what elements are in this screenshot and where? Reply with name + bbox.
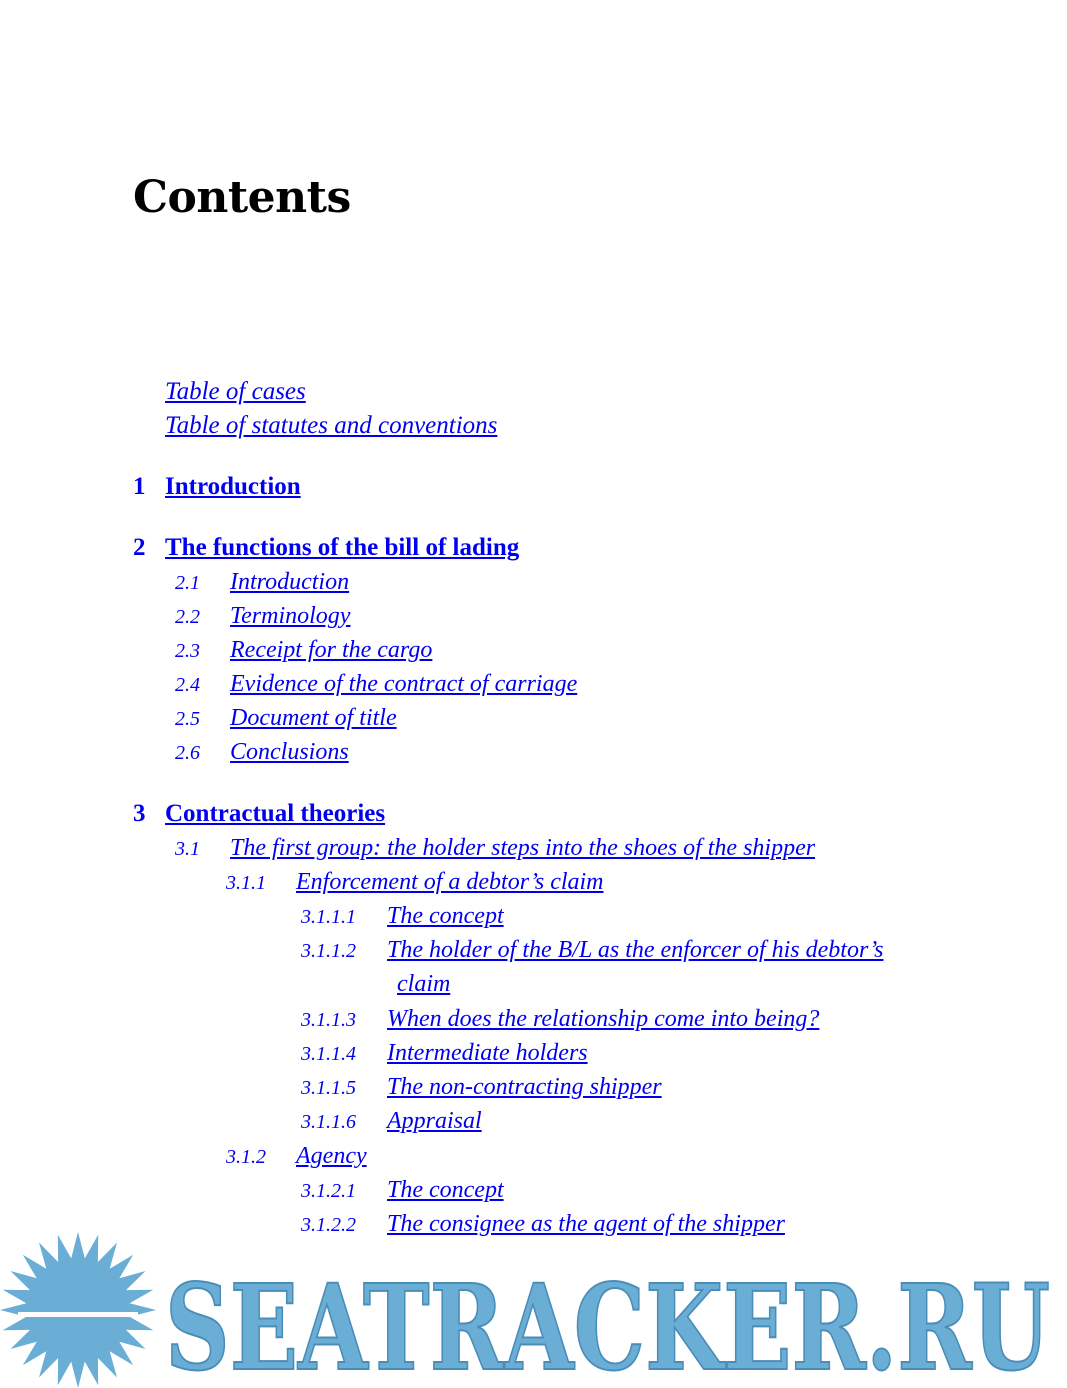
toc-link-item-3-1-1-2-continued[interactable] xyxy=(397,971,450,998)
toc-entry-label: The non-contracting shipper xyxy=(387,1074,662,1100)
toc-link-section-2-4[interactable] xyxy=(175,671,577,698)
toc-link-table-of-statutes[interactable] xyxy=(165,412,497,440)
toc-entry-number: 3.1.1.3 xyxy=(301,1009,356,1031)
toc-link-item-3-1-1-2[interactable] xyxy=(301,937,883,964)
toc-entry-label: Table of cases xyxy=(165,378,306,405)
toc-entry-number: 3.1.1.4 xyxy=(301,1043,356,1065)
toc-entry-number: 2.4 xyxy=(175,674,200,696)
toc-entry-label: Conclusions xyxy=(230,739,349,765)
toc-entry-label: Enforcement of a debtor’s claim xyxy=(296,869,604,895)
toc-entry-label: Appraisal xyxy=(387,1108,482,1134)
toc-entry-label: Table of statutes and conventions xyxy=(165,412,498,439)
toc-link-section-2-5[interactable] xyxy=(175,705,397,732)
toc-entry-number: 3.1.2.1 xyxy=(301,1180,356,1202)
toc-link-item-3-1-1-4[interactable] xyxy=(301,1040,588,1067)
toc-entry-number: 3.1.1.5 xyxy=(301,1077,356,1099)
toc-entry-number: 2 xyxy=(133,534,146,561)
toc-entry-label: Introduction xyxy=(230,569,350,595)
page-title: Contents xyxy=(133,172,351,223)
toc-entry-number: 2.1 xyxy=(175,572,200,594)
toc-entry-label: Agency xyxy=(296,1143,367,1169)
toc-entry-number: 1 xyxy=(133,473,146,500)
toc-entry-label: When does the relationship come into being? xyxy=(387,1006,820,1032)
sun-icon xyxy=(0,1232,156,1388)
toc-link-chapter-3[interactable] xyxy=(133,800,385,828)
toc-link-item-3-1-1-5[interactable] xyxy=(301,1074,662,1101)
toc-entry-number: 3.1.1 xyxy=(226,872,266,894)
toc-entry-number: 2.2 xyxy=(175,606,200,628)
toc-link-section-2-2[interactable] xyxy=(175,603,350,630)
toc-link-chapter-1[interactable] xyxy=(133,473,301,501)
toc-entry-number: 3 xyxy=(133,800,146,827)
toc-link-item-3-1-2-1[interactable] xyxy=(301,1177,504,1204)
toc-entry-number: 2.6 xyxy=(175,742,200,764)
toc-entry-label: Introduction xyxy=(165,473,301,500)
toc-entry-label: claim xyxy=(397,971,451,997)
toc-entry-number: 3.1.1.6 xyxy=(301,1111,356,1133)
toc-entry-label: The holder of the B/L as the enforcer of his debtor’s xyxy=(387,937,884,963)
toc-entry-label: The concept xyxy=(387,903,504,929)
toc-link-item-3-1-1-6[interactable] xyxy=(301,1108,482,1135)
toc-entry-number: 3.1 xyxy=(175,838,200,860)
toc-link-item-3-1-1-1[interactable] xyxy=(301,903,504,930)
toc-link-chapter-2[interactable] xyxy=(133,534,519,562)
toc-entry-number: 2.5 xyxy=(175,708,200,730)
toc-entry-label: Intermediate holders xyxy=(387,1040,588,1066)
toc-link-table-of-cases[interactable] xyxy=(165,378,306,406)
toc-link-subsection-3-1-1[interactable] xyxy=(226,869,604,896)
toc-entry-label: The concept xyxy=(387,1177,504,1203)
toc-entry-number: 3.1.1.1 xyxy=(301,906,356,928)
watermark-text: SEATRACKER.RU xyxy=(165,1258,1050,1388)
toc-entry-label: The consignee as the agent of the shipper xyxy=(387,1211,785,1237)
toc-entry-label: Receipt for the cargo xyxy=(230,637,433,663)
toc-link-subsection-3-1-2[interactable] xyxy=(226,1143,367,1170)
toc-entry-label: The functions of the bill of lading xyxy=(165,534,520,561)
toc-entry-label: Terminology xyxy=(230,603,351,629)
watermark-logo xyxy=(0,1232,1067,1388)
toc-entry-label: The first group: the holder steps into the shoes of the shipper xyxy=(230,835,816,861)
toc-entry-label: Evidence of the contract of carriage xyxy=(230,671,578,697)
toc-link-item-3-1-1-3[interactable] xyxy=(301,1006,819,1033)
toc-link-section-3-1[interactable] xyxy=(175,835,815,862)
toc-entry-label: Contractual theories xyxy=(165,800,386,827)
toc-entry-number: 3.1.2.2 xyxy=(301,1214,356,1236)
toc-entry-number: 3.1.2 xyxy=(226,1146,266,1168)
toc-link-section-2-1[interactable] xyxy=(175,569,349,596)
toc-entry-label: Document of title xyxy=(230,705,397,731)
toc-link-section-2-6[interactable] xyxy=(175,739,349,766)
toc-link-section-2-3[interactable] xyxy=(175,637,432,664)
toc-entry-number: 2.3 xyxy=(175,640,200,662)
toc-entry-number: 3.1.1.2 xyxy=(301,940,356,962)
